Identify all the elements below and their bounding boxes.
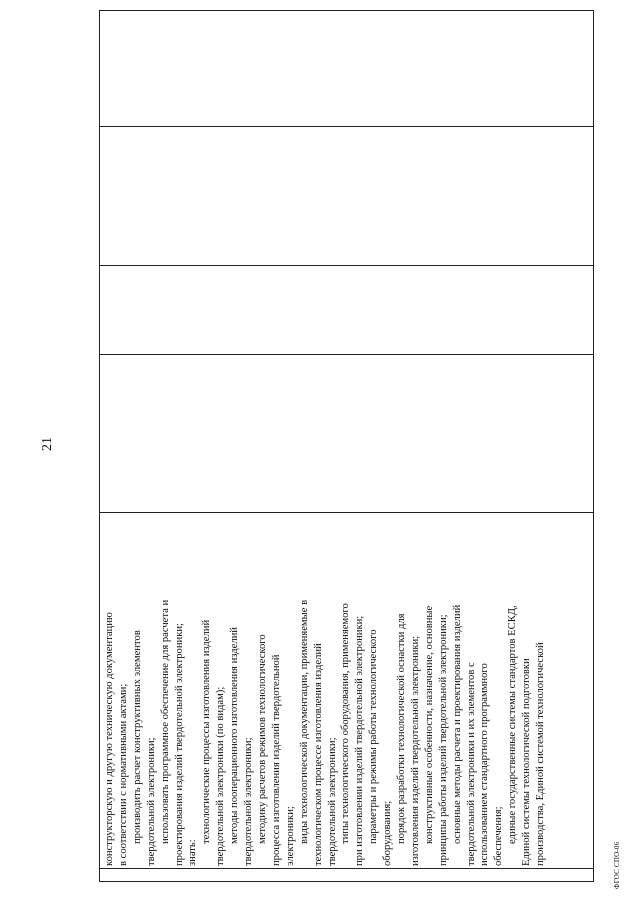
text-line: твердотельной электроники и их элементов с <box>465 662 477 866</box>
content-text <box>103 514 591 866</box>
table-column-empty <box>100 126 593 265</box>
page-number: 21 <box>40 437 55 451</box>
text-line: процесса изготовления изделий твердотельной <box>270 654 282 866</box>
text-line: электроники; <box>284 806 296 866</box>
table-column-index <box>100 868 593 881</box>
table-column-empty <box>100 354 593 512</box>
document-footer: ФГОС СПО-06 <box>613 841 621 889</box>
text-line: изготовления изделий твердотельной электроники; <box>409 635 421 866</box>
table-column-empty <box>100 265 593 354</box>
text-line: твердотельной электроники; <box>243 737 255 866</box>
text-line: основные методы расчета и проектирования изделий <box>451 604 463 844</box>
text-line: твердотельной электроники (по видам); <box>215 686 227 866</box>
text-line: оборудования; <box>382 800 394 866</box>
text-line: использованием стандартного программного <box>479 663 491 866</box>
text-line: технологические процессы изготовления изделий <box>201 619 213 844</box>
competency-table <box>99 10 594 882</box>
text-line: обеспечения; <box>493 806 505 866</box>
text-line: виды технологической документации, применяемые в <box>298 599 310 844</box>
text-line: единые государственные системы стандартов ЕСКД, <box>507 605 519 844</box>
text-line: производить расчет конструктивных элементов <box>131 630 143 844</box>
text-line: принципы работы изделий твердотельной электроники; <box>437 614 449 866</box>
text-line: конструкторскую и другую техническую документацию <box>104 612 115 866</box>
text-line: производства, Единой системой технологической <box>535 642 547 866</box>
text-line: методы пооперационного изготовления изделий <box>229 627 241 844</box>
text-line: в соответствии с нормативными актами; <box>117 683 129 866</box>
text-line: знать: <box>187 839 199 866</box>
text-line: параметры и режимы работы технологического <box>368 629 380 844</box>
text-line: технологическом процессе изготовления изделий <box>312 643 324 866</box>
text-line: порядок разработки технологической оснастки для <box>396 613 408 844</box>
table-column-empty <box>100 11 593 126</box>
text-line: методику расчетов режимов технологического <box>256 634 268 844</box>
text-line: конструктивные особенности, назначение, основные <box>423 605 435 844</box>
text-line: типы технологического оборудования, применяемого <box>340 603 352 844</box>
text-line: использовать программное обеспечение для расчета и <box>159 599 171 844</box>
text-line: проектирования изделий твердотельной электроники; <box>173 623 185 866</box>
text-line: Единой системы технологической подготовки <box>521 658 533 866</box>
text-line: при изготовлении изделий твердотельной электроники; <box>354 615 366 866</box>
text-line: твердотельной электроники; <box>145 737 157 866</box>
table-column-content <box>100 512 593 868</box>
text-line: твердотельной электроники; <box>326 737 338 866</box>
